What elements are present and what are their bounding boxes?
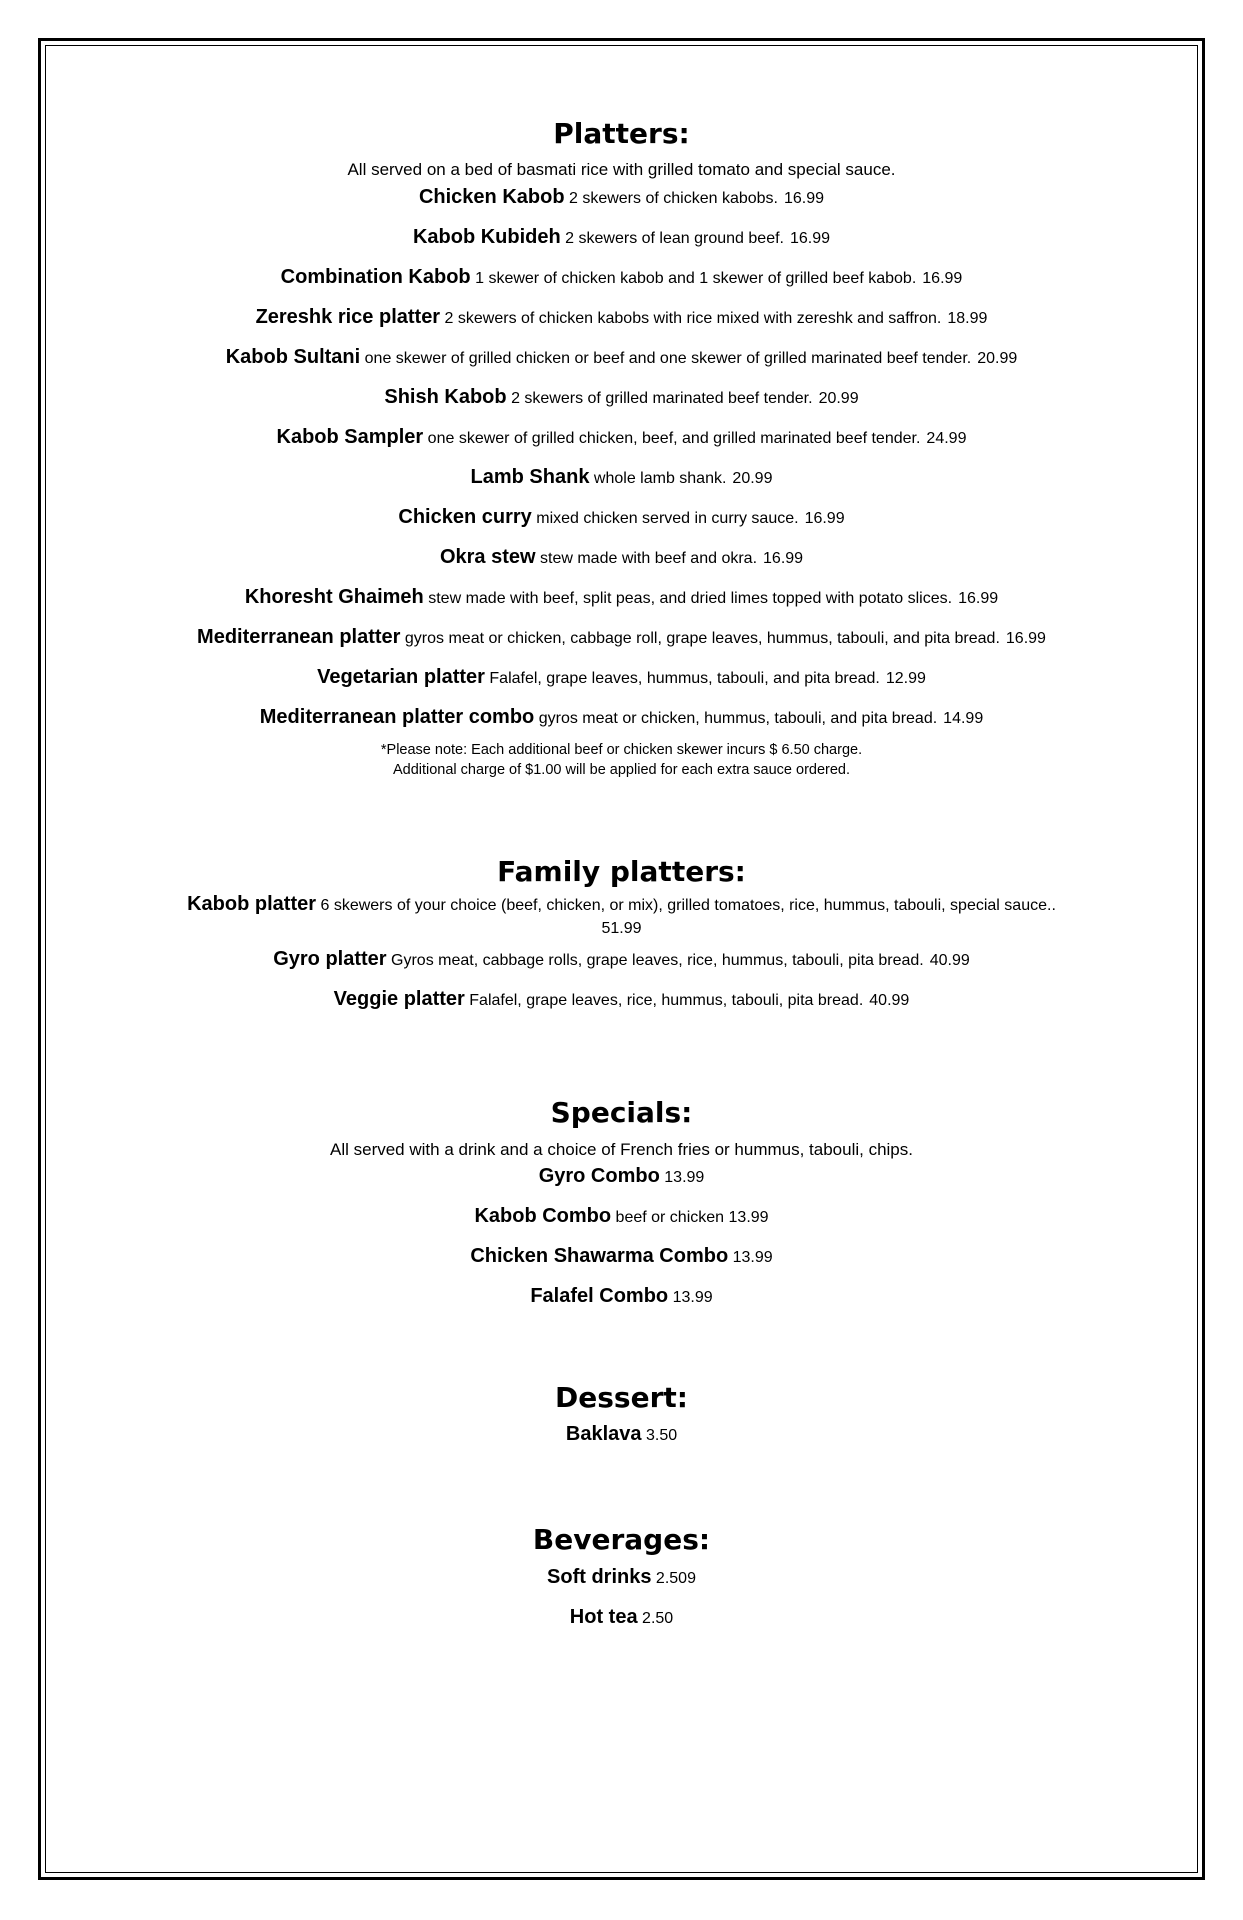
menu-item <box>45 466 1198 506</box>
menu-item <box>45 1245 1198 1285</box>
item-description: one skewer of grilled chicken, beef, and grilled marinated beef tender. <box>427 430 921 447</box>
menu-item <box>45 988 1198 1028</box>
item-price: 20.99 <box>732 470 773 487</box>
item-description: whole lamb shank. <box>593 470 727 487</box>
item-price: 16.99 <box>958 590 999 607</box>
menu-item <box>45 1606 1198 1646</box>
item-price: 16.99 <box>804 510 845 527</box>
menu-item <box>45 226 1198 266</box>
item-name: Kabob Kubideh <box>412 226 561 248</box>
platters-heading: Platters: <box>553 117 690 150</box>
item-description: beef or chicken <box>615 1209 725 1226</box>
item-name: Kabob Combo <box>474 1205 612 1227</box>
item-name: Gyro Combo <box>538 1165 660 1187</box>
item-description: Falafel, grape leaves, rice, hummus, tabouli, pita bread. <box>469 992 864 1009</box>
item-description: stew made with beef and okra. <box>540 550 758 567</box>
menu-item <box>45 1423 1198 1463</box>
beverages-section <box>45 1523 1198 1646</box>
menu-item <box>45 506 1198 546</box>
item-name: Kabob platter <box>187 893 317 915</box>
item-name: Baklava <box>565 1423 642 1445</box>
dessert-section <box>45 1381 1198 1463</box>
item-name: Shish Kabob <box>384 386 507 408</box>
menu-item <box>45 306 1198 346</box>
item-price: 16.99 <box>1005 630 1046 647</box>
item-name: Okra stew <box>439 546 536 568</box>
item-price: 16.99 <box>763 550 804 567</box>
specials-list <box>45 1165 1198 1325</box>
item-description: 2 skewers of chicken kabobs. <box>568 190 778 207</box>
item-description: stew made with beef, split peas, and dried limes topped with potato slices. <box>428 590 953 607</box>
item-price: 16.99 <box>783 190 825 207</box>
beverages-heading: Beverages: <box>532 1523 711 1556</box>
menu-item <box>45 546 1198 586</box>
item-name: Hot tea <box>569 1606 638 1628</box>
item-price: 14.99 <box>943 710 984 727</box>
platters-intro: All served on a bed of basmati rice with grilled tomato and special sauce. <box>347 160 896 179</box>
menu-item <box>45 1165 1198 1205</box>
item-price: 13.99 <box>728 1209 769 1226</box>
dessert-list <box>45 1423 1198 1463</box>
menu-item <box>45 1566 1198 1606</box>
menu-item <box>45 346 1198 386</box>
item-price: 13.99 <box>732 1249 773 1266</box>
item-price: 40.99 <box>929 952 970 969</box>
specials-intro: All served with a drink and a choice of French fries or hummus, tabouli, chips. <box>330 1140 913 1159</box>
item-description: Gyros meat, cabbage rolls, grape leaves, rice, hummus, tabouli, pita bread. <box>391 952 924 969</box>
item-price: 3.50 <box>645 1427 678 1444</box>
menu-item <box>45 426 1198 466</box>
item-name: Combination Kabob <box>280 266 471 288</box>
menu-item <box>45 1205 1198 1245</box>
menu-item <box>45 386 1198 426</box>
platters-section <box>45 117 1198 780</box>
item-description: 2 skewers of grilled marinated beef tender. <box>511 390 813 407</box>
item-description: gyros meat or chicken, hummus, tabouli, and pita bread. <box>538 710 938 727</box>
item-name: Mediterranean platter combo <box>259 706 535 728</box>
family-platters-heading: Family platters: <box>497 855 746 888</box>
menu-item <box>45 893 1198 940</box>
item-name: Vegetarian platter <box>317 666 485 688</box>
specials-section <box>45 1096 1198 1325</box>
menu-item <box>45 186 1198 226</box>
item-name: Chicken Kabob <box>418 186 565 208</box>
item-description: 6 skewers of your choice (beef, chicken, or mix), grilled tomatoes, rice, hummus, tabouli, special sauce.. <box>320 897 1056 914</box>
menu-item <box>45 948 1198 988</box>
family-platters-section <box>45 855 1198 1028</box>
item-description: 1 skewer of chicken kabob and 1 skewer of grilled beef kabob. <box>475 270 917 287</box>
item-description: 2 skewers of chicken kabobs with rice mixed with zereshk and saffron. <box>444 310 942 327</box>
item-name: Lamb Shank <box>470 466 590 488</box>
item-price: 16.99 <box>789 230 831 247</box>
item-price: 2.509 <box>655 1570 696 1587</box>
menu-item <box>45 266 1198 306</box>
item-name: Soft drinks <box>547 1566 652 1588</box>
item-name: Chicken curry <box>398 506 532 528</box>
item-description: mixed chicken served in curry sauce. <box>536 510 799 527</box>
item-name: Falafel Combo <box>530 1285 669 1307</box>
item-name: Chicken Shawarma Combo <box>470 1245 729 1267</box>
dessert-heading: Dessert: <box>555 1381 688 1414</box>
item-price: 2.50 <box>642 1610 674 1627</box>
item-description: gyros meat or chicken, cabbage roll, grape leaves, hummus, tabouli, and pita bread. <box>404 630 1000 647</box>
item-name: Khoresht Ghaimeh <box>244 586 424 608</box>
menu-page <box>45 45 1198 1873</box>
item-name: Mediterranean platter <box>197 626 401 648</box>
item-price: 18.99 <box>947 310 988 327</box>
item-price: 40.99 <box>869 992 910 1009</box>
item-price: 16.99 <box>922 270 963 287</box>
menu-item <box>45 626 1198 666</box>
item-description: one skewer of grilled chicken or beef and one skewer of grilled marinated beef tender. <box>364 350 972 367</box>
platters-note-skewer: *Please note: Each additional beef or chicken skewer incurs $ 6.50 charge. <box>380 742 863 758</box>
item-name: Gyro platter <box>273 948 387 970</box>
item-name: Veggie platter <box>333 988 465 1010</box>
item-price: 20.99 <box>818 390 859 407</box>
menu-item <box>45 586 1198 626</box>
item-price: 20.99 <box>977 350 1018 367</box>
menu-item <box>45 1285 1198 1325</box>
family-platters-list <box>45 948 1198 1028</box>
item-name: Kabob Sultani <box>225 346 361 368</box>
specials-heading: Specials: <box>550 1096 693 1129</box>
item-description: 2 skewers of lean ground beef. <box>565 230 784 247</box>
platters-list <box>45 186 1198 746</box>
item-price: 51.99 <box>601 920 642 937</box>
item-price: 13.99 <box>672 1289 713 1306</box>
platters-note-sauce: Additional charge of $1.00 will be applied for each extra sauce ordered. <box>392 762 851 778</box>
menu-item <box>45 666 1198 706</box>
item-price: 13.99 <box>664 1169 705 1186</box>
item-name: Kabob Sampler <box>276 426 424 448</box>
item-name: Zereshk rice platter <box>255 306 441 328</box>
item-price: 12.99 <box>885 670 926 687</box>
item-description: Falafel, grape leaves, hummus, tabouli, and pita bread. <box>489 670 880 687</box>
beverages-list <box>45 1566 1198 1646</box>
item-price: 24.99 <box>926 430 967 447</box>
